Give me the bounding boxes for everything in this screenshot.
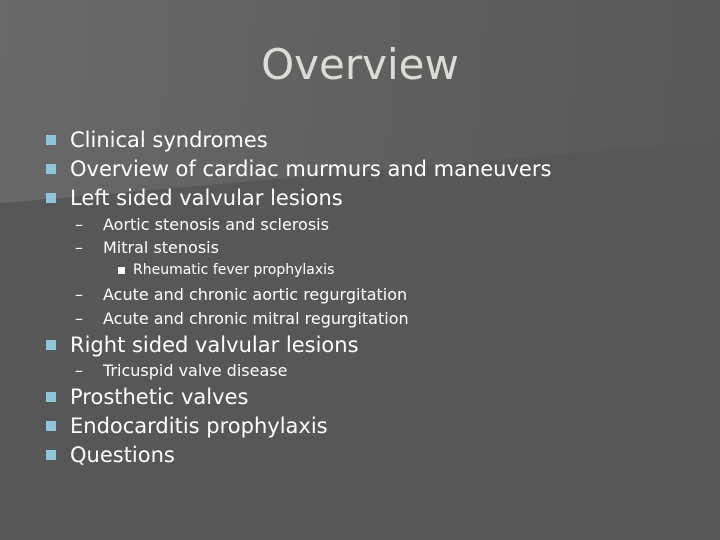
bullet-item bbox=[70, 128, 268, 152]
sub-item bbox=[75, 215, 329, 234]
sub-item bbox=[75, 238, 219, 257]
square-bullet-icon bbox=[46, 193, 56, 203]
square-bullet-icon bbox=[118, 267, 125, 274]
bullet-text: Right sided valvular lesions bbox=[70, 333, 359, 357]
bullet-item bbox=[70, 385, 248, 409]
sub-item bbox=[75, 361, 288, 380]
dash-bullet-icon: – bbox=[75, 215, 83, 234]
bullet-text: Overview of cardiac murmurs and maneuvers bbox=[70, 157, 552, 181]
square-bullet-icon bbox=[46, 164, 56, 174]
dash-bullet-icon: – bbox=[75, 309, 83, 328]
dash-bullet-icon: – bbox=[75, 238, 83, 257]
sub-item-text: Mitral stenosis bbox=[103, 238, 219, 257]
bullet-item bbox=[70, 157, 551, 181]
bullet-text: Prosthetic valves bbox=[70, 385, 249, 409]
square-bullet-icon bbox=[46, 135, 56, 145]
bullet-text: Left sided valvular lesions bbox=[70, 186, 343, 210]
slide-title: Overview bbox=[261, 40, 459, 89]
sub-item bbox=[75, 285, 408, 304]
dash-bullet-icon: – bbox=[75, 361, 83, 380]
bullet-item bbox=[70, 186, 343, 210]
square-bullet-icon bbox=[46, 340, 56, 350]
bullet-text: Questions bbox=[70, 443, 175, 467]
sub-item-text: Tricuspid valve disease bbox=[103, 361, 288, 380]
bullet-item bbox=[70, 414, 328, 438]
bullet-text: Clinical syndromes bbox=[70, 128, 268, 152]
square-bullet-icon bbox=[46, 421, 56, 431]
sub-sub-item bbox=[133, 262, 334, 278]
sub-item bbox=[75, 309, 409, 328]
bullet-item bbox=[70, 443, 175, 467]
bullet-item bbox=[70, 333, 359, 357]
square-bullet-icon bbox=[46, 392, 56, 402]
square-bullet-icon bbox=[46, 450, 56, 460]
sub-item-text: Aortic stenosis and sclerosis bbox=[103, 215, 329, 234]
sub-item-text: Acute and chronic aortic regurgitation bbox=[103, 285, 408, 304]
sub-item-text: Acute and chronic mitral regurgitation bbox=[103, 309, 409, 328]
dash-bullet-icon: – bbox=[75, 285, 83, 304]
sub-sub-item-text: Rheumatic fever prophylaxis bbox=[133, 262, 335, 278]
bullet-text: Endocarditis prophylaxis bbox=[70, 414, 328, 438]
